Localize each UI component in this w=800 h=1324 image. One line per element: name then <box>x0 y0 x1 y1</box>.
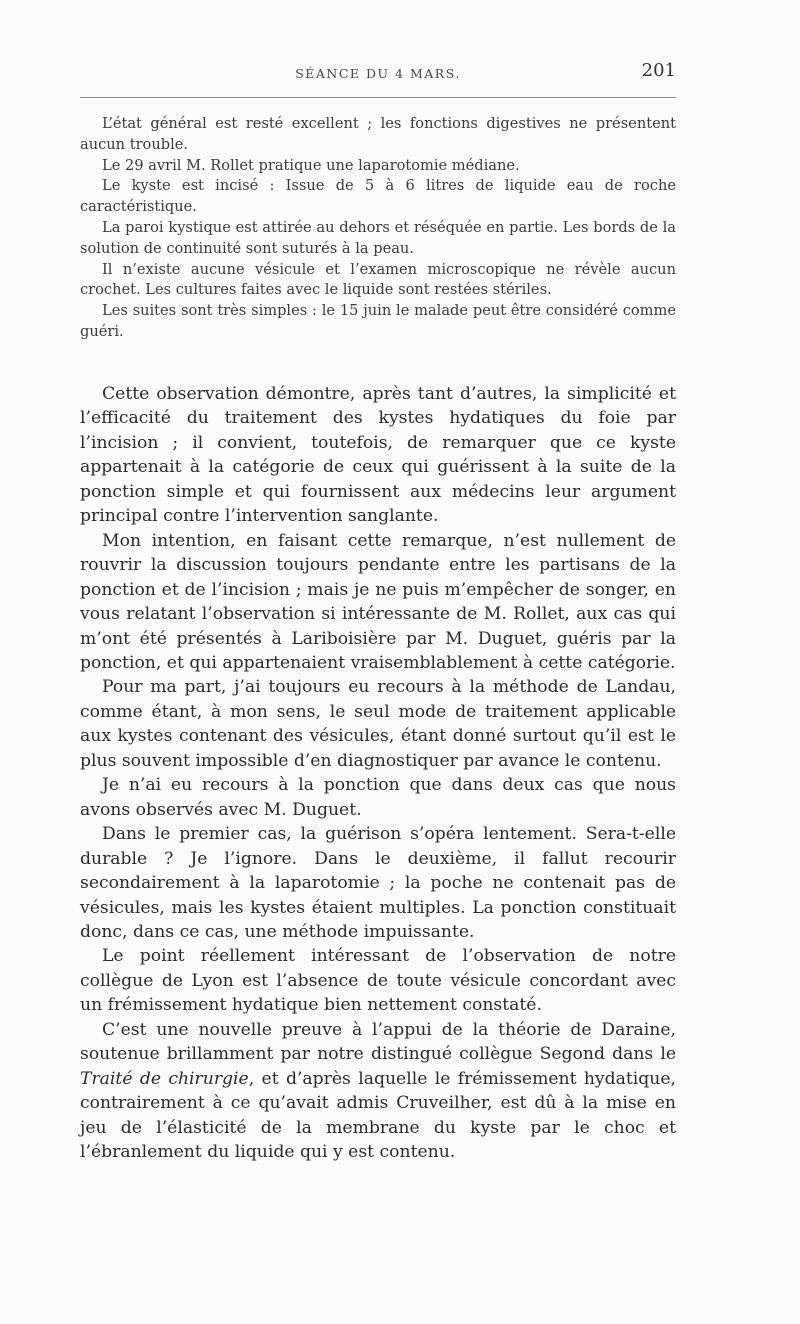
observation-paragraph: L’état général est resté excellent ; les fonctions digestives ne présentent aucun trouble. <box>80 115 676 153</box>
page-header <box>80 60 676 90</box>
paragraph-text: C’est une nouvelle preuve à l’appui de la théorie de Daraine, soutenue brillamment par notre distingué collègue Segond dans le <box>80 1019 676 1065</box>
paragraph-text: , et d’après laquelle le frémissement hydatique, contrairement à ce qu’avait admis Cruveilher, est dû à la mise en jeu de l’élasticité de la membrane du kyste par le choc et l’ébranlement du liquide qui y est contenu. <box>80 1068 677 1163</box>
running-head: SÉANCE DU 4 MARS. <box>295 66 461 81</box>
observation-paragraph: Le kyste est incisé : Issue de 5 à 6 litres de liquide eau de roche caractéristique. <box>80 177 676 216</box>
body-paragraph: Le point réellement intéressant de l’observation de notre collègue de Lyon est l’absence de toute vésicule concordant avec un frémissement hydatique bien nettement constaté. <box>80 946 676 1016</box>
body-paragraph: Cette observation démontre, après tant d’autres, la simplicité et l’efficacité du traitement des kystes hydatiques du foie par l’incision ; il convient, toutefois, de remarquer que ce kyste appartenait à la catégorie de ceux qui guérissent à la suite de la ponction simple et qui fournissent aux médecins leur argument principal contre l’intervention sanglante. <box>80 384 676 527</box>
case-observation <box>80 114 676 343</box>
body-paragraph: Pour ma part, j’ai toujours eu recours à la méthode de Landau, comme étant, à mon sens, le seul mode de traitement applicable aux kystes contenant des vésicules, étant donné surtout qu’il est le plus souvent impossible d’en diagnostiquer par avance le contenu. <box>80 677 676 771</box>
body-paragraph: Je n’ai eu recours à la ponction que dans deux cas que nous avons observés avec M. Duguet. <box>80 775 676 820</box>
header-rule <box>80 97 676 98</box>
book-title: Traité de chirurgie <box>80 1068 249 1089</box>
observation-paragraph: La paroi kystique est attirée au dehors et réséquée en partie. Les bords de la solution de continuité sont suturés à la peau. <box>80 218 676 257</box>
observation-paragraph: Le 29 avril M. Rollet pratique une laparotomie médiane. <box>102 156 520 174</box>
observation-paragraph: Les suites sont très simples : le 15 juin le malade peut être considéré comme guéri. <box>80 302 676 340</box>
page-number: 201 <box>641 60 676 81</box>
body-paragraph: Mon intention, en faisant cette remarque, n’est nullement de rouvrir la discussion toujours pendante entre les partisans de la ponction et de l’incision ; mais je ne puis m’empêcher de songer, en vous relatant l’observation si intéressante de M. Rollet, aux cas qui m’ont été présentés à Lariboisière par M. Duguet, guéris par la ponction, et qui appartenaient vraisemblablement à cette catégorie. <box>80 530 676 673</box>
observation-paragraph: Il n’existe aucune vésicule et l’examen microscopique ne révèle aucun crochet. Les cultures faites avec le liquide sont restées stériles. <box>80 260 676 299</box>
body-paragraph: Dans le premier cas, la guérison s’opéra lentement. Sera-t-elle durable ? Je l’ignore. Dans le deuxième, il fallut recourir secondairement à la laparotomie ; la poche ne contenait pas de vésicules, mais les kystes étaient multiples. La ponction constituait donc, dans ce cas, une méthode impuissante. <box>80 824 676 942</box>
body-paragraph <box>80 1018 676 1165</box>
main-text <box>80 382 676 1165</box>
